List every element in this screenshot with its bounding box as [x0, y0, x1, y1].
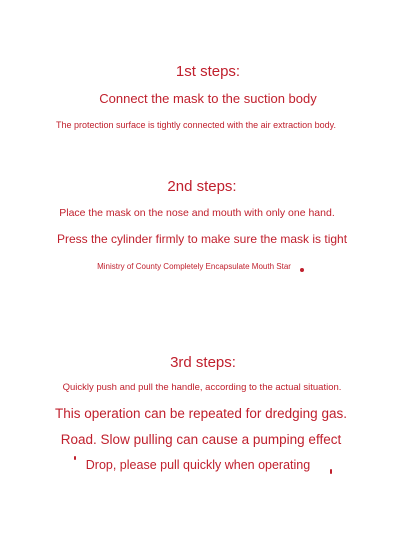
step1-line2: The protection surface is tightly connected with the air extraction body. — [56, 120, 336, 130]
tick-mark-right — [330, 469, 332, 474]
step3-line4: Drop, please pull quickly when operating — [85, 458, 311, 472]
step1-heading: 1st steps: — [175, 63, 241, 80]
step2-heading: 2nd steps: — [167, 178, 237, 195]
step2-line2: Press the cylinder firmly to make sure the mask is tight — [56, 232, 348, 246]
step2-line3: Ministry of County Completely Encapsulate Mouth Star — [97, 262, 291, 271]
step3-line1: Quickly push and pull the handle, according to the actual situation. — [62, 382, 342, 393]
dot-mark — [300, 268, 304, 272]
step3-line2: This operation can be repeated for dredging gas. — [55, 406, 347, 421]
step3-line3: Road. Slow pulling can cause a pumping effect — [60, 432, 342, 447]
step2-line1: Place the mask on the nose and mouth with only one hand. — [59, 207, 335, 219]
tick-mark-left — [74, 456, 76, 460]
step1-line1: Connect the mask to the suction body — [99, 91, 317, 106]
step3-heading: 3rd steps: — [170, 354, 236, 371]
